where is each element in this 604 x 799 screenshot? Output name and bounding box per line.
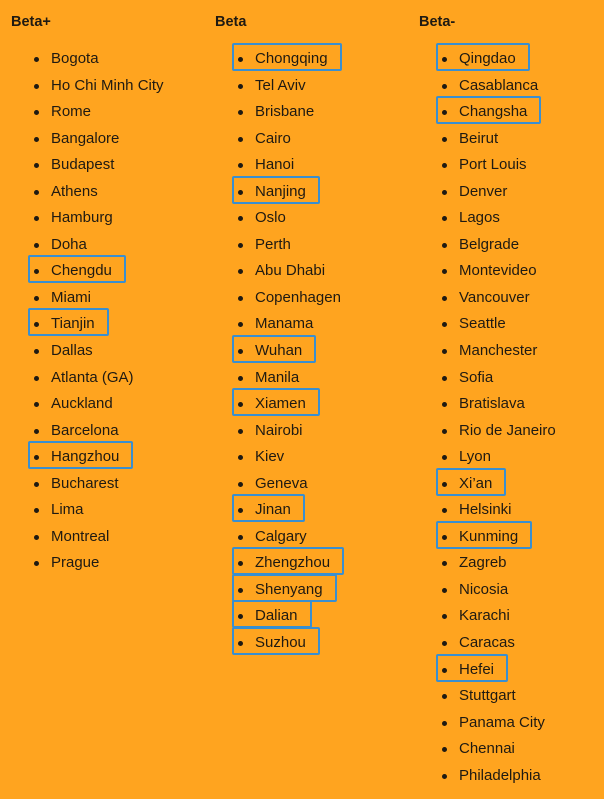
list-item [11,126,164,153]
list-item [419,710,556,737]
list-item [419,365,556,392]
city-name: Bogota [51,50,99,67]
bullet-icon [442,561,447,566]
bullet-icon [34,561,39,566]
bullet-icon [442,641,447,646]
list-item [215,73,344,100]
city-name: Helsinki [459,501,512,519]
list-item [215,444,344,471]
bullet-icon [442,402,447,407]
city-name: Nanjing [255,182,306,200]
list-item [11,205,164,232]
city-name: Philadelphia [459,766,541,784]
list-item [11,365,164,392]
city-name: Manama [255,315,314,333]
city-name: Nicosia [459,580,509,598]
bullet-icon [442,163,447,168]
bullet-icon [442,588,447,593]
bullet-icon [34,269,39,274]
city-name: Belgrade [459,235,520,253]
list-item-highlighted [215,577,337,604]
city-name: Changsha [459,103,528,121]
city-name: Qingdao [459,50,516,67]
bullet-icon [238,163,243,168]
city-list [11,46,164,577]
bullet-icon [238,429,243,434]
bullet-icon [238,535,243,540]
city-name: Abu Dhabi [255,262,326,280]
bullet-icon [34,376,39,381]
list-item-highlighted [419,471,506,498]
city-name: Hangzhou [51,448,120,466]
city-name: Seattle [459,315,506,333]
bullet-icon [34,349,39,354]
city-name: Jinan [255,501,291,519]
bullet-icon [442,190,447,195]
bullet-icon [442,296,447,301]
city-name: Geneva [255,474,308,492]
list-item [215,365,344,392]
city-name: Bucharest [51,474,119,492]
list-item-highlighted [215,179,320,206]
city-name: Manchester [459,342,538,360]
list-item [215,232,344,259]
bullet-icon [238,508,243,513]
bullet-icon [238,137,243,142]
list-item [11,152,164,179]
list-item [215,524,344,551]
list-item [11,497,164,524]
city-name: Xi’an [459,474,493,492]
list-item [11,179,164,206]
bullet-icon [34,508,39,513]
bullet-icon [442,482,447,487]
list-item [419,152,556,179]
city-name: Prague [51,554,100,572]
bullet-icon [442,668,447,673]
bullet-icon [238,349,243,354]
bullet-icon [34,163,39,168]
bullet-icon [238,614,243,619]
city-name: Panama City [459,713,545,731]
city-name: Brisbane [255,103,315,121]
bullet-icon [238,482,243,487]
bullet-icon [442,455,447,460]
bullet-icon [442,747,447,752]
list-item [419,179,556,206]
city-name: Karachi [459,607,510,625]
list-item [419,285,556,312]
bullet-icon [34,110,39,115]
bullet-icon [442,269,447,274]
bullet-icon [34,190,39,195]
city-name: Montreal [51,527,110,545]
city-name: Casablanca [459,76,539,94]
city-name: Montevideo [459,262,537,280]
city-list [215,46,344,657]
bullet-icon [34,429,39,434]
city-name: Miami [51,288,91,306]
city-name: Dalian [255,607,298,625]
bullet-icon [34,243,39,248]
bullet-icon [442,508,447,513]
city-name: Kiev [255,448,285,466]
list-item [419,232,556,259]
city-name: Oslo [255,209,286,227]
bullet-icon [34,482,39,487]
list-item [11,418,164,445]
bullet-icon [442,376,447,381]
list-item [419,550,556,577]
list-item [215,258,344,285]
list-item [419,497,556,524]
city-name: Wuhan [255,342,303,360]
city-name: Shenyang [255,580,323,598]
list-item [419,311,556,338]
list-item-highlighted [11,258,126,285]
list-item-highlighted [215,391,320,418]
city-name: Caracas [459,634,515,652]
city-name: Ho Chi Minh City [51,76,164,94]
list-item [215,205,344,232]
city-name: Tianjin [51,315,95,333]
list-item [419,418,556,445]
city-name: Zagreb [459,554,507,572]
list-item [215,126,344,153]
city-name: Doha [51,235,87,253]
city-name: Tel Aviv [255,76,306,94]
city-name: Hanoi [255,156,295,174]
bullet-icon [442,535,447,540]
list-item [419,763,556,790]
city-name: Beirut [459,129,499,147]
bullet-icon [34,455,39,460]
list-item [215,99,344,126]
list-item [11,391,164,418]
list-item-highlighted [419,524,532,551]
bullet-icon [238,561,243,566]
list-item [419,683,556,710]
list-item [419,126,556,153]
city-name: Auckland [51,395,113,413]
bullet-icon [34,216,39,221]
city-name: Kunming [459,527,519,545]
list-item [419,338,556,365]
city-name: Lyon [459,448,491,466]
list-item [11,550,164,577]
city-name: Xiamen [255,395,306,413]
list-item [11,99,164,126]
bullet-icon [238,376,243,381]
list-item-highlighted [215,550,344,577]
list-item-highlighted [215,338,316,365]
bullet-icon [442,84,447,89]
column-title: Beta [215,14,247,30]
list-item [215,471,344,498]
city-name: Vancouver [459,288,530,306]
bullet-icon [34,296,39,301]
list-item [215,152,344,179]
bullet-icon [238,216,243,221]
bullet-icon [442,349,447,354]
city-name: Rio de Janeiro [459,421,556,439]
city-name: Athens [51,182,98,200]
city-name: Perth [255,235,291,253]
city-name: Nairobi [255,421,303,439]
list-item [11,338,164,365]
list-item [419,73,556,100]
list-item-highlighted [419,46,530,73]
city-name: Dallas [51,342,93,360]
list-item [419,603,556,630]
bullet-icon [442,216,447,221]
list-item [11,285,164,312]
bullet-icon [442,694,447,699]
bullet-icon [34,535,39,540]
city-name: Bratislava [459,395,525,413]
list-item [11,471,164,498]
bullet-icon [442,429,447,434]
bullet-icon [238,190,243,195]
bullet-icon [34,322,39,327]
bullet-icon [238,322,243,327]
list-item-highlighted [215,497,305,524]
bullet-icon [34,402,39,407]
list-item-highlighted [11,444,133,471]
bullet-icon [442,322,447,327]
list-item-highlighted [419,657,508,684]
city-name: Port Louis [459,156,527,174]
column-title: Beta- [419,14,456,30]
list-item-highlighted [419,99,541,126]
column-title: Beta+ [11,14,51,30]
bullet-icon [238,641,243,646]
city-name: Cairo [255,129,291,147]
list-item [419,630,556,657]
list-item [11,46,164,73]
list-item [11,73,164,100]
bullet-icon [442,137,447,142]
bullet-icon [238,296,243,301]
city-name: Copenhagen [255,288,341,306]
city-name: Stuttgart [459,687,516,705]
city-name: Hefei [459,660,495,678]
city-name: Atlanta (GA) [51,368,134,386]
list-item-highlighted [11,311,109,338]
city-name: Zhengzhou [255,554,331,572]
city-name: Denver [459,182,508,200]
city-name: Manila [255,368,300,386]
list-item-highlighted [215,46,342,73]
bullet-icon [238,243,243,248]
list-item [215,418,344,445]
bullet-icon [238,110,243,115]
list-item [419,444,556,471]
bullet-icon [238,57,243,62]
bullet-icon [442,774,447,779]
bullet-icon [442,57,447,62]
bullet-icon [34,84,39,89]
list-item [215,311,344,338]
list-item [215,285,344,312]
city-name: Calgary [255,527,307,545]
city-list [419,46,556,789]
bullet-icon [238,269,243,274]
city-name: Rome [51,103,92,121]
list-item [419,205,556,232]
list-item [419,258,556,285]
bullet-icon [34,57,39,62]
list-item-highlighted [215,630,320,657]
list-item [419,736,556,763]
bullet-icon [238,402,243,407]
city-name: Barcelona [51,421,119,439]
city-name: Lima [51,501,84,519]
list-item [419,577,556,604]
bullet-icon [34,137,39,142]
bullet-icon [442,614,447,619]
city-name: Suzhou [255,634,306,652]
list-item [419,391,556,418]
city-name: Bangalore [51,129,120,147]
city-name: Chennai [459,740,515,758]
city-name: Budapest [51,156,115,174]
city-name: Chongqing [255,50,328,67]
bullet-icon [442,721,447,726]
bullet-icon [238,588,243,593]
bullet-icon [238,455,243,460]
bullet-icon [442,110,447,115]
list-item [11,232,164,259]
bullet-icon [442,243,447,248]
city-name: Chengdu [51,262,112,280]
bullet-icon [238,84,243,89]
list-item-highlighted [215,603,312,630]
city-name: Sofia [459,368,494,386]
list-item [11,524,164,551]
city-name: Lagos [459,209,500,227]
city-name: Hamburg [51,209,113,227]
